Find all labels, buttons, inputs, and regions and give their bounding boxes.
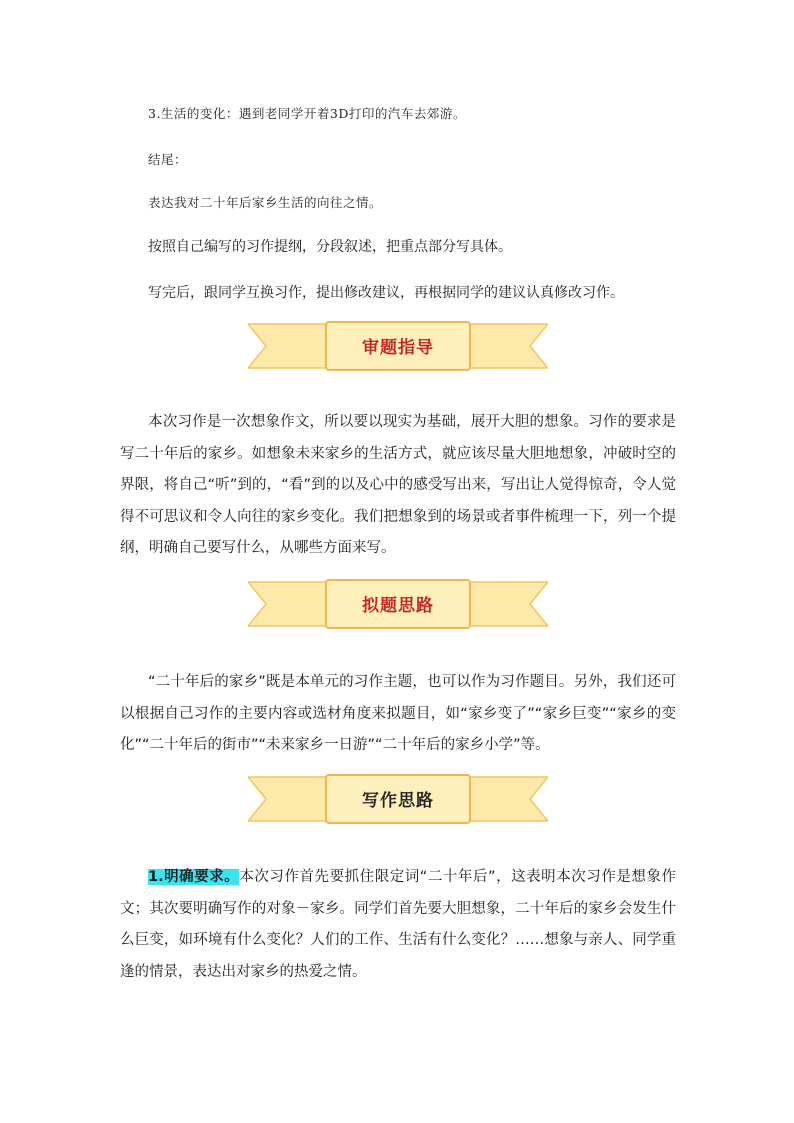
writing-text: 本次习作首先要抓住限定词“二十年后”，这表明本次习作是想象作文；其次要明确写作的对象－家乡。同学们首先要大胆想象，二十年后的家乡会发生什么巨变，如环境有什么变化？人们的工作、生活有什么变化？……想象与亲人、同学重逢的情景，表达出对家乡的热爱之情。 bbox=[120, 869, 676, 980]
section-banner-writing bbox=[248, 771, 548, 827]
section-title-review: 审题指导 bbox=[362, 338, 434, 358]
highlighted-point: 1.明确要求。 bbox=[148, 869, 240, 885]
review-text: 本次习作是一次想象作文，所以要以现实为基础，展开大胆的想象。习作的要求是写二十年后的家乡。如想象未来家乡的生活方式，就应该尽量大胆地想象，冲破时空的界限，将自己“听”到的，“看”到的以及心中的感受写出来，写出让人觉得惊奇，令人觉得不可思议和令人向往的家乡变化。我们把想象到的场景或者事件梳理一下，列一个提纲，明确自己要写什么，从哪些方面来写。 bbox=[120, 414, 676, 556]
section-title-writing: 写作思路 bbox=[362, 791, 434, 811]
section-banner-titling bbox=[248, 576, 548, 632]
writing-paragraph bbox=[120, 862, 676, 988]
section-banner-review bbox=[248, 318, 548, 374]
instruction-line-1: 按照自己编写的习作提纲，分段叙述，把重点部分写具体。 bbox=[148, 239, 512, 255]
outline-ending-text: 表达我对二十年后家乡生活的向往之情。 bbox=[148, 195, 383, 210]
outline-ending-label: 结尾： bbox=[148, 152, 188, 167]
titling-text: “二十年后的家乡”既是本单元的习作主题，也可以作为习作题目。另外，我们还可以根据自己习作的主要内容或选材角度来拟题目，如“家乡变了”“家乡巨变”“家乡的变化”“二十年后的街市”“未来家乡一日游”“二十年后的家乡小学”等。 bbox=[120, 674, 676, 753]
section-title-titling: 拟题思路 bbox=[362, 596, 434, 616]
titling-paragraph bbox=[120, 667, 676, 762]
instruction-line-2: 写完后，跟同学互换习作，提出修改建议，再根据同学的建议认真修改习作。 bbox=[148, 285, 624, 301]
review-paragraph bbox=[120, 407, 676, 565]
outline-item-3: 3.生活的变化：遇到老同学开着3D打印的汽车去郊游。 bbox=[148, 106, 466, 121]
